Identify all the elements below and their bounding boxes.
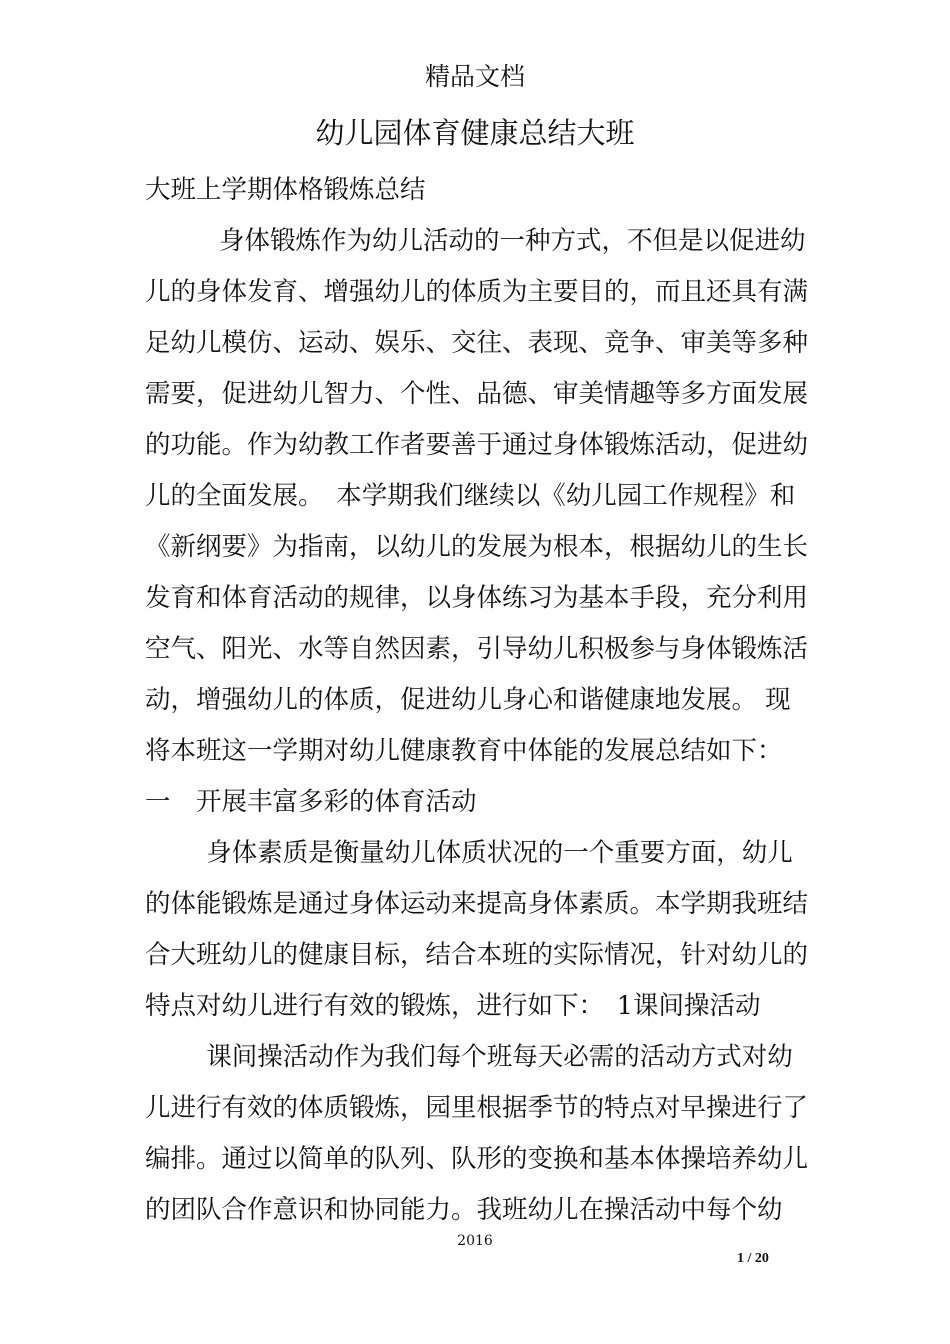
body-paragraph: 课间操活动作为我们每个班每天必需的活动方式对幼儿进行有效的体质锻炼，园里根据季节的特点对早操进行了编排。通过以简单的队列、队形的变换和基本体操培养幼儿的团队合作意识和协同能力。我班幼儿在操活动中每个幼 <box>145 1042 809 1225</box>
document-header: 精品文档 <box>424 62 525 91</box>
body-paragraph: 身体锻炼作为幼儿活动的一种方式，不但是以促进幼儿的身体发育、增强幼儿的体质为主要目的，而且还具有满足幼儿模仿、运动、娱乐、交往、表现、竞争、审美等多种需要，促进幼儿智力、个性、品德、审美情趣等多方面发展的功能。作为幼教工作者要善于通过身体锻炼活动，促进幼儿的全面发展。 本学期我们继续以《幼儿园工作规程》和《新纲要》为指南，以幼儿的发展为根本，根据幼儿的生长发育和体育活动的规律，以身体练习为基本手段，充分利用空气、阳光、水等自然因素，引导幼儿积极参与身体锻炼活动，增强幼儿的体质，促进幼儿身心和谐健康地发展。 现将本班这一学期对幼儿健康教育中体能的发展总结如下： <box>145 226 809 766</box>
document-title: 幼儿园体育健康总结大班 <box>315 116 635 150</box>
page-number: 1 / 20 <box>737 1251 769 1266</box>
document-body <box>145 165 815 1236</box>
body-paragraph: 身体素质是衡量幼儿体质状况的一个重要方面，幼儿的体能锻炼是通过身体运动来提高身体素质。本学期我班结合大班幼儿的健康目标，结合本班的实际情况，针对幼儿的特点对幼儿进行有效的锻炼，进行如下： 1课间操活动 <box>145 838 809 1021</box>
document-subtitle: 大班上学期体格锻炼总结 <box>145 175 426 205</box>
footer-year: 2016 <box>457 1233 493 1249</box>
section-heading: 一 开展丰富多彩的体育活动 <box>145 787 477 817</box>
